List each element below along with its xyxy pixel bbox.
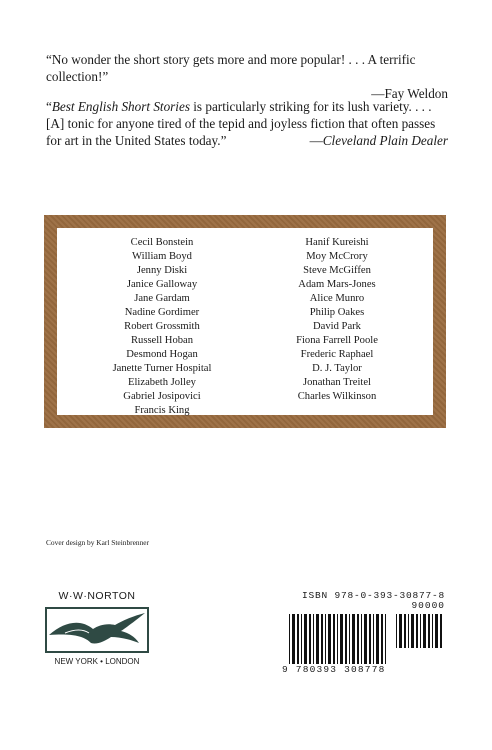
barcode-number: 9 780393 308778 bbox=[282, 664, 386, 675]
barcode-bar bbox=[301, 614, 302, 664]
barcode-bar bbox=[289, 614, 290, 664]
barcode-bar bbox=[292, 614, 295, 664]
contributor-name: Desmond Hogan bbox=[126, 349, 198, 360]
barcode-bar bbox=[440, 614, 442, 648]
contributor-name: Alice Munro bbox=[309, 293, 365, 304]
contributors-frame bbox=[44, 215, 446, 428]
quote-attribution: —Fay Weldon bbox=[371, 86, 448, 101]
quote-open-mark: “ bbox=[46, 99, 52, 114]
barcode-bar bbox=[333, 614, 335, 664]
quote-text: “No wonder the short story gets more and more popular! . . . A terrific collection!” bbox=[46, 52, 416, 84]
quote-text: is particularly striking for its lush variety. . . . [A] tonic for anyone tired of the tepid and joyless fiction that often passes for art in the United States today.” bbox=[46, 99, 436, 148]
contributor-name: William Boyd bbox=[132, 251, 192, 262]
contributor-name: Janette Turner Hospital bbox=[112, 363, 212, 374]
barcode-bar bbox=[408, 614, 409, 648]
barcode-bar bbox=[340, 614, 343, 664]
barcode-bar bbox=[416, 614, 418, 648]
barcode-bar bbox=[373, 614, 374, 664]
contributor-name: Moy McCrory bbox=[306, 251, 368, 262]
barcode-bar bbox=[349, 614, 350, 664]
barcode-bar bbox=[328, 614, 331, 664]
contributors-panel bbox=[57, 228, 433, 415]
contributor-name: Janice Galloway bbox=[126, 279, 198, 290]
barcode-bar bbox=[316, 614, 319, 664]
barcode-bar bbox=[420, 614, 421, 648]
contributor-name: Nadine Gordimer bbox=[124, 307, 200, 318]
contributor-name: Steve McGiffen bbox=[303, 265, 371, 276]
contributor-name: Philip Oakes bbox=[309, 307, 365, 318]
barcode-bar bbox=[313, 614, 314, 664]
contributor-name: Hanif Kureishi bbox=[305, 237, 369, 248]
barcode-bar bbox=[381, 614, 383, 664]
barcode-bar bbox=[411, 614, 414, 648]
contributor-name: Fiona Farrell Poole bbox=[296, 335, 378, 346]
contributor-name: Adam Mars-Jones bbox=[298, 279, 376, 290]
barcode-bar bbox=[399, 614, 402, 648]
contributor-name: Jenny Diski bbox=[136, 265, 188, 276]
barcode-bar bbox=[309, 614, 311, 664]
isbn-label: ISBN 978-0-393-30877-8 bbox=[301, 590, 445, 601]
barcode-bar bbox=[325, 614, 326, 664]
contributors-left-column bbox=[87, 236, 237, 418]
isbn-barcode bbox=[288, 614, 388, 664]
contributor-name: Frederic Raphael bbox=[300, 349, 374, 360]
contributor-name: Robert Grossmith bbox=[124, 321, 200, 332]
contributor-name: Jonathan Treitel bbox=[303, 377, 371, 388]
price-code: 90000 bbox=[411, 600, 445, 611]
barcode-bar bbox=[337, 614, 338, 664]
book-title: Best English Short Stories bbox=[51, 99, 190, 114]
barcode-bar bbox=[352, 614, 355, 664]
barcode-bar bbox=[432, 614, 433, 648]
barcode-bar bbox=[369, 614, 371, 664]
publisher-name: W·W·NORTON bbox=[58, 590, 136, 602]
barcode-bar bbox=[304, 614, 307, 664]
contributor-name: Gabriel Josipovici bbox=[123, 391, 201, 402]
barcode-bar bbox=[435, 614, 438, 648]
contributor-name: Cecil Bonstein bbox=[130, 237, 194, 248]
contributors-right-column bbox=[253, 236, 421, 404]
publisher-city: NEW YORK • LONDON bbox=[54, 657, 140, 666]
contributor-name: Russell Hoban bbox=[130, 335, 194, 346]
contributor-name: Francis King bbox=[134, 405, 190, 416]
cover-credit: Cover design by Karl Steinbrenner bbox=[46, 538, 150, 547]
barcode-bar bbox=[423, 614, 426, 648]
barcode-bar bbox=[321, 614, 323, 664]
publisher-block bbox=[45, 590, 149, 666]
seagull-logo-icon bbox=[45, 607, 149, 653]
barcode-bar bbox=[396, 614, 397, 648]
contributor-name: Jane Gardam bbox=[134, 293, 190, 304]
barcode-bar bbox=[345, 614, 347, 664]
contributor-name: Elizabeth Jolley bbox=[128, 377, 196, 388]
barcode-bar bbox=[428, 614, 430, 648]
contributor-name: Charles Wilkinson bbox=[297, 391, 377, 402]
barcode-bar bbox=[361, 614, 362, 664]
contributor-name: D. J. Taylor bbox=[312, 363, 362, 374]
barcode-bar bbox=[376, 614, 379, 664]
quote-fay-weldon bbox=[46, 51, 448, 102]
contributor-name: David Park bbox=[313, 321, 361, 332]
barcode-bar bbox=[297, 614, 299, 664]
quote-plain-dealer bbox=[46, 98, 448, 149]
barcode-bar bbox=[404, 614, 406, 648]
price-barcode bbox=[395, 614, 445, 648]
barcode-bar bbox=[385, 614, 386, 664]
barcode-bar bbox=[364, 614, 367, 664]
barcode-bar bbox=[357, 614, 359, 664]
quote-attribution: —Cleveland Plain Dealer bbox=[309, 133, 448, 148]
